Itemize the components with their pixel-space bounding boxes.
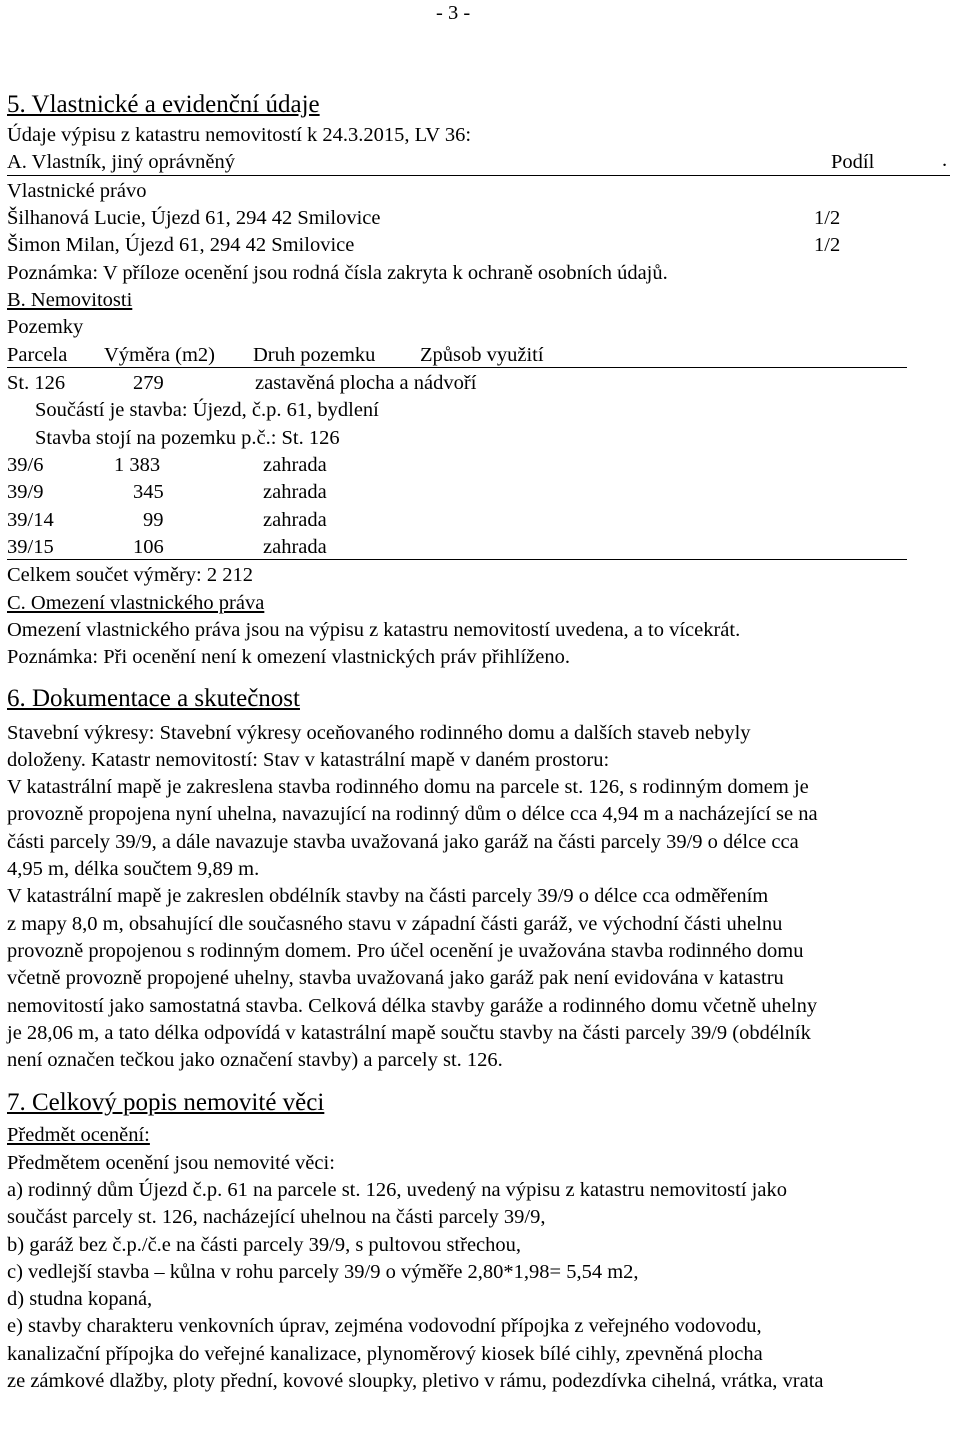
- cell-area: 106: [133, 535, 164, 558]
- text-line: včetně provozně propojené uhelny, stavba uvažovaná jako garáž pak není evidována v katastru: [7, 967, 784, 990]
- text-line: Stavební výkresy: Stavební výkresy oceňovaného rodinného domu a dalších staveb nebyly: [7, 721, 751, 744]
- ownership-right-label: Vlastnické právo: [7, 179, 147, 202]
- cell-type: zastavěná plocha a nádvoří: [255, 372, 477, 395]
- area-total: Celkem součet výměry: 2 212: [7, 564, 253, 587]
- section-7-title: 7. Celkový popis nemovité věci: [7, 1089, 325, 1117]
- text-line: je 28,06 m, a tato délka odpovídá v katastrální mapě součtu stavby na části parcely 39/9 (obdélník: [7, 1021, 811, 1044]
- document-page: [7, 90, 957, 1395]
- owner-name: Šilhanová Lucie, Újezd 61, 294 42 Smilovice: [7, 207, 381, 230]
- cell-area: 99: [143, 508, 164, 531]
- text-line: doloženy. Katastr nemovitostí: Stav v katastrální mapě v daném prostoru:: [7, 748, 610, 771]
- text-line: ze zámkové dlažby, ploty přední, kovové sloupky, pletivo v rámu, podezdívka cihelná, vrátka, vrata: [7, 1370, 824, 1393]
- text-line: e) stavby charakteru venkovních úprav, zejména vodovodní přípojka z veřejného vodovodu,: [7, 1315, 762, 1338]
- text-line: nemovitostí jako samostatná stavba. Celková délka stavby garáže a rodinného domu včetně uhelny: [7, 994, 818, 1017]
- property-header: B. Nemovitosti: [7, 288, 133, 311]
- table-row: [7, 507, 957, 534]
- col-type: Druh pozemku: [253, 343, 376, 366]
- cell-parcel: St. 126: [7, 372, 66, 395]
- section-5-title: 5. Vlastnické a evidenční údaje: [7, 91, 320, 118]
- text-line: d) studna kopaná,: [7, 1288, 153, 1311]
- share-header-dot: .: [942, 149, 948, 172]
- text-line: V katastrální mapě je zakreslen obdélník stavby na části parcely 39/9 o délce cca odměřením: [7, 885, 769, 908]
- cell-area: 345: [133, 481, 164, 504]
- plots-table-header: [7, 342, 907, 369]
- col-area: Výměra (m2): [104, 343, 215, 366]
- text-line: Předmětem ocenění jsou nemovité věci:: [7, 1151, 335, 1174]
- table-row: [7, 534, 907, 561]
- privacy-note: Poznámka: V příloze ocenění jsou rodná čísla zakryta k ochraně osobních údajů.: [7, 261, 668, 284]
- page-number: - 3 -: [436, 2, 471, 24]
- cell-area: 279: [133, 372, 164, 395]
- owner-name: Šimon Milan, Újezd 61, 294 42 Smilovice: [7, 234, 355, 257]
- col-parcel: Parcela: [7, 343, 68, 366]
- cell-parcel: 39/6: [7, 453, 44, 476]
- cell-parcel: 39/14: [7, 508, 54, 531]
- text-line: b) garáž bez č.p./č.e na části parcely 39/9, s pultovou střechou,: [7, 1233, 522, 1256]
- text-line: není označen tečkou jako označení stavby) a parcely st. 126.: [7, 1049, 503, 1072]
- owner-share: 1/2: [814, 207, 841, 230]
- cell-parcel: 39/9: [7, 481, 44, 504]
- text-line: součást parcely st. 126, nacházející uhelnou na části parcely 39/9,: [7, 1206, 546, 1229]
- text-line: a) rodinný dům Újezd č.p. 61 na parcele st. 126, uvedený na výpisu z katastru nemovitostí jako: [7, 1179, 787, 1201]
- cell-type: zahrada: [263, 535, 327, 558]
- col-use: Způsob využití: [420, 343, 544, 366]
- row-note-building: Součástí je stavba: Újezd, č.p. 61, bydlení: [35, 399, 379, 422]
- extract-intro: Údaje výpisu z katastru nemovitostí k 24.3.2015, LV 36:: [7, 124, 472, 146]
- share-header: Podíl: [831, 151, 875, 174]
- text-line: c) vedlejší stavba – kůlna v rohu parcely 39/9 o výměře 2,80*1,98= 5,54 m2,: [7, 1260, 639, 1283]
- restriction-note: Poznámka: Při ocenění není k omezení vlastnických práv přihlíženo.: [7, 646, 571, 669]
- owner-share: 1/2: [814, 234, 841, 257]
- plots-subheader: Pozemky: [7, 316, 84, 339]
- cell-type: zahrada: [263, 453, 327, 476]
- cell-type: zahrada: [263, 508, 327, 531]
- table-row: [7, 370, 957, 397]
- cell-type: zahrada: [263, 481, 327, 504]
- cell-parcel: 39/15: [7, 535, 54, 558]
- text-line: kanalizační přípojka do veřejné kanalizace, plynoměrový kiosek bílé cihly, zpevněná plocha: [7, 1342, 763, 1365]
- text-line: provozně propojena nyní uhelna, navazující na rodinný dům o délce cca 4,94 m a nacházející se na: [7, 803, 818, 826]
- text-line: části parcely 39/9, a dále navazuje stavba uvažovaná jako garáž na části parcely 39/9 o délce cca: [7, 830, 799, 853]
- owner-row: [7, 232, 957, 259]
- subject-header: Předmět ocenění:: [7, 1124, 150, 1147]
- text-line: 4,95 m, délka součtem 9,89 m.: [7, 858, 260, 881]
- text-line: z mapy 8,0 m, obsahující dle současného stavu v západní části garáž, ve východní části uhelnu: [7, 912, 783, 935]
- text-line: provozně propojenou s rodinným domem. Pro účel ocenění je uvažována stavba rodinného domu: [7, 939, 804, 962]
- description-paragraph: [7, 1150, 957, 1396]
- section-6-title: 6. Dokumentace a skutečnost: [7, 684, 300, 712]
- restriction-text: Omezení vlastnického práva jsou na výpisu z katastru nemovitostí uvedena, a to vícekrát.: [7, 618, 741, 641]
- cell-area: 1 383: [114, 453, 161, 476]
- table-row: [7, 452, 957, 479]
- table-row: [7, 479, 957, 506]
- documentation-paragraph: [7, 720, 957, 1075]
- owner-row: [7, 205, 957, 232]
- text-line: V katastrální mapě je zakreslena stavba rodinného domu na parcele st. 126, s rodinným domem je: [7, 776, 809, 799]
- row-note-plot: Stavba stojí na pozemku p.č.: St. 126: [35, 426, 340, 449]
- owners-header: A. Vlastník, jiný oprávněný: [7, 151, 235, 174]
- owners-header-row: [7, 149, 950, 176]
- restriction-header: C. Omezení vlastnického práva: [7, 591, 265, 614]
